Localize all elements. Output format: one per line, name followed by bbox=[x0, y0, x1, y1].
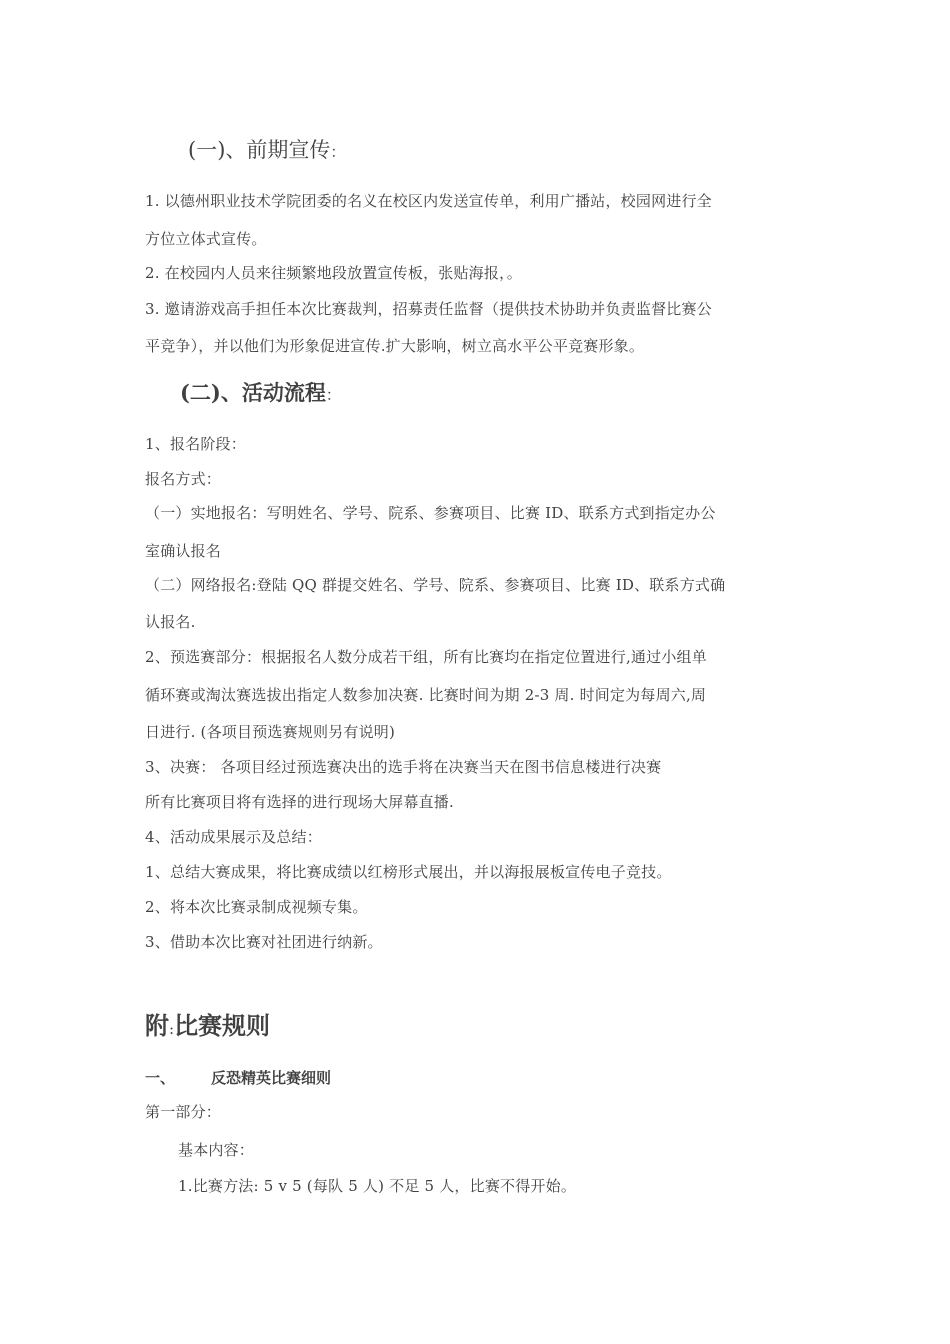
section-heading-process-text: (二)、活动流程 bbox=[180, 380, 326, 405]
rules-subheading bbox=[145, 1068, 331, 1088]
section-heading-process-colon: ： bbox=[325, 386, 341, 404]
appendix-title-prefix: 附 bbox=[145, 1011, 169, 1040]
process-line-2: 报名方式： bbox=[145, 470, 222, 488]
rules-basic-label: 基本内容： bbox=[178, 1141, 255, 1159]
rules-subheading-title: 反恐精英比赛细则 bbox=[211, 1069, 332, 1087]
rules-item-1: 1.比赛方法: 5 v 5 (每队 5 人) 不足 5 人，比赛不得开始。 bbox=[178, 1177, 577, 1195]
process-line-15: 3、借助本次比赛对社团进行纳新。 bbox=[145, 933, 383, 951]
process-line-5: （二）网络报名:登陆 QQ 群提交姓名、学号、院系、参赛项目、比赛 ID、联系方式确 bbox=[145, 576, 726, 594]
process-line-14: 2、将本次比赛录制成视频专集。 bbox=[145, 898, 368, 916]
process-line-13: 1、总结大赛成果，将比赛成绩以红榜形式展出，并以海报展板宣传电子竞技。 bbox=[145, 863, 672, 881]
process-line-8: 循环赛或淘汰赛选拔出指定人数参加决赛. 比赛时间为期 2-3 周. 时间定为每周六,周 bbox=[145, 686, 707, 704]
publicity-line-4: 3. 邀请游戏高手担任本次比赛裁判，招募责任监督（提供技术协助并负责监督比赛公 bbox=[145, 300, 712, 318]
appendix-title-colon: : bbox=[169, 1020, 175, 1038]
process-line-7: 2、预选赛部分：根据报名人数分成若干组，所有比赛均在指定位置进行,通过小组单 bbox=[145, 648, 707, 666]
publicity-line-2: 方位立体式宣传。 bbox=[145, 230, 267, 248]
process-line-4: 室确认报名 bbox=[145, 542, 222, 560]
section-heading-publicity-text: (一)、前期宣传 bbox=[188, 138, 331, 162]
publicity-line-5: 平竞争），并以他们为形象促进宣传.扩大影响，树立高水平公平竞赛形象。 bbox=[145, 337, 645, 355]
process-line-3: （一）实地报名：写明姓名、学号、院系、参赛项目、比赛 ID、联系方式到指定办公 bbox=[145, 504, 716, 522]
appendix-title-rest: 比赛规则 bbox=[174, 1011, 271, 1040]
publicity-line-3: 2. 在校园内人员来往频繁地段放置宣传板，张贴海报，。 bbox=[145, 264, 522, 282]
section-heading-publicity bbox=[188, 136, 345, 166]
section-heading-process bbox=[180, 379, 341, 409]
process-line-11: 所有比赛项目将有选择的进行现场大屏幕直播. bbox=[145, 793, 454, 811]
process-line-6: 认报名. bbox=[145, 613, 196, 631]
process-line-10: 3、决赛： 各项目经过预选赛决出的选手将在决赛当天在图书信息楼进行决赛 bbox=[145, 758, 662, 776]
rules-part-label: 第一部分： bbox=[145, 1103, 222, 1121]
process-line-1: 1、报名阶段： bbox=[145, 435, 246, 453]
publicity-line-1: 1. 以德州职业技术学院团委的名义在校区内发送宣传单，利用广播站，校园网进行全 bbox=[145, 192, 712, 210]
process-line-9: 日进行. (各项目预选赛规则另有说明) bbox=[145, 723, 396, 741]
appendix-title bbox=[145, 1010, 270, 1045]
section-heading-publicity-colon: ： bbox=[330, 143, 346, 161]
rules-subheading-number: 一、 bbox=[145, 1069, 176, 1087]
process-line-12: 4、活动成果展示及总结： bbox=[145, 828, 322, 846]
